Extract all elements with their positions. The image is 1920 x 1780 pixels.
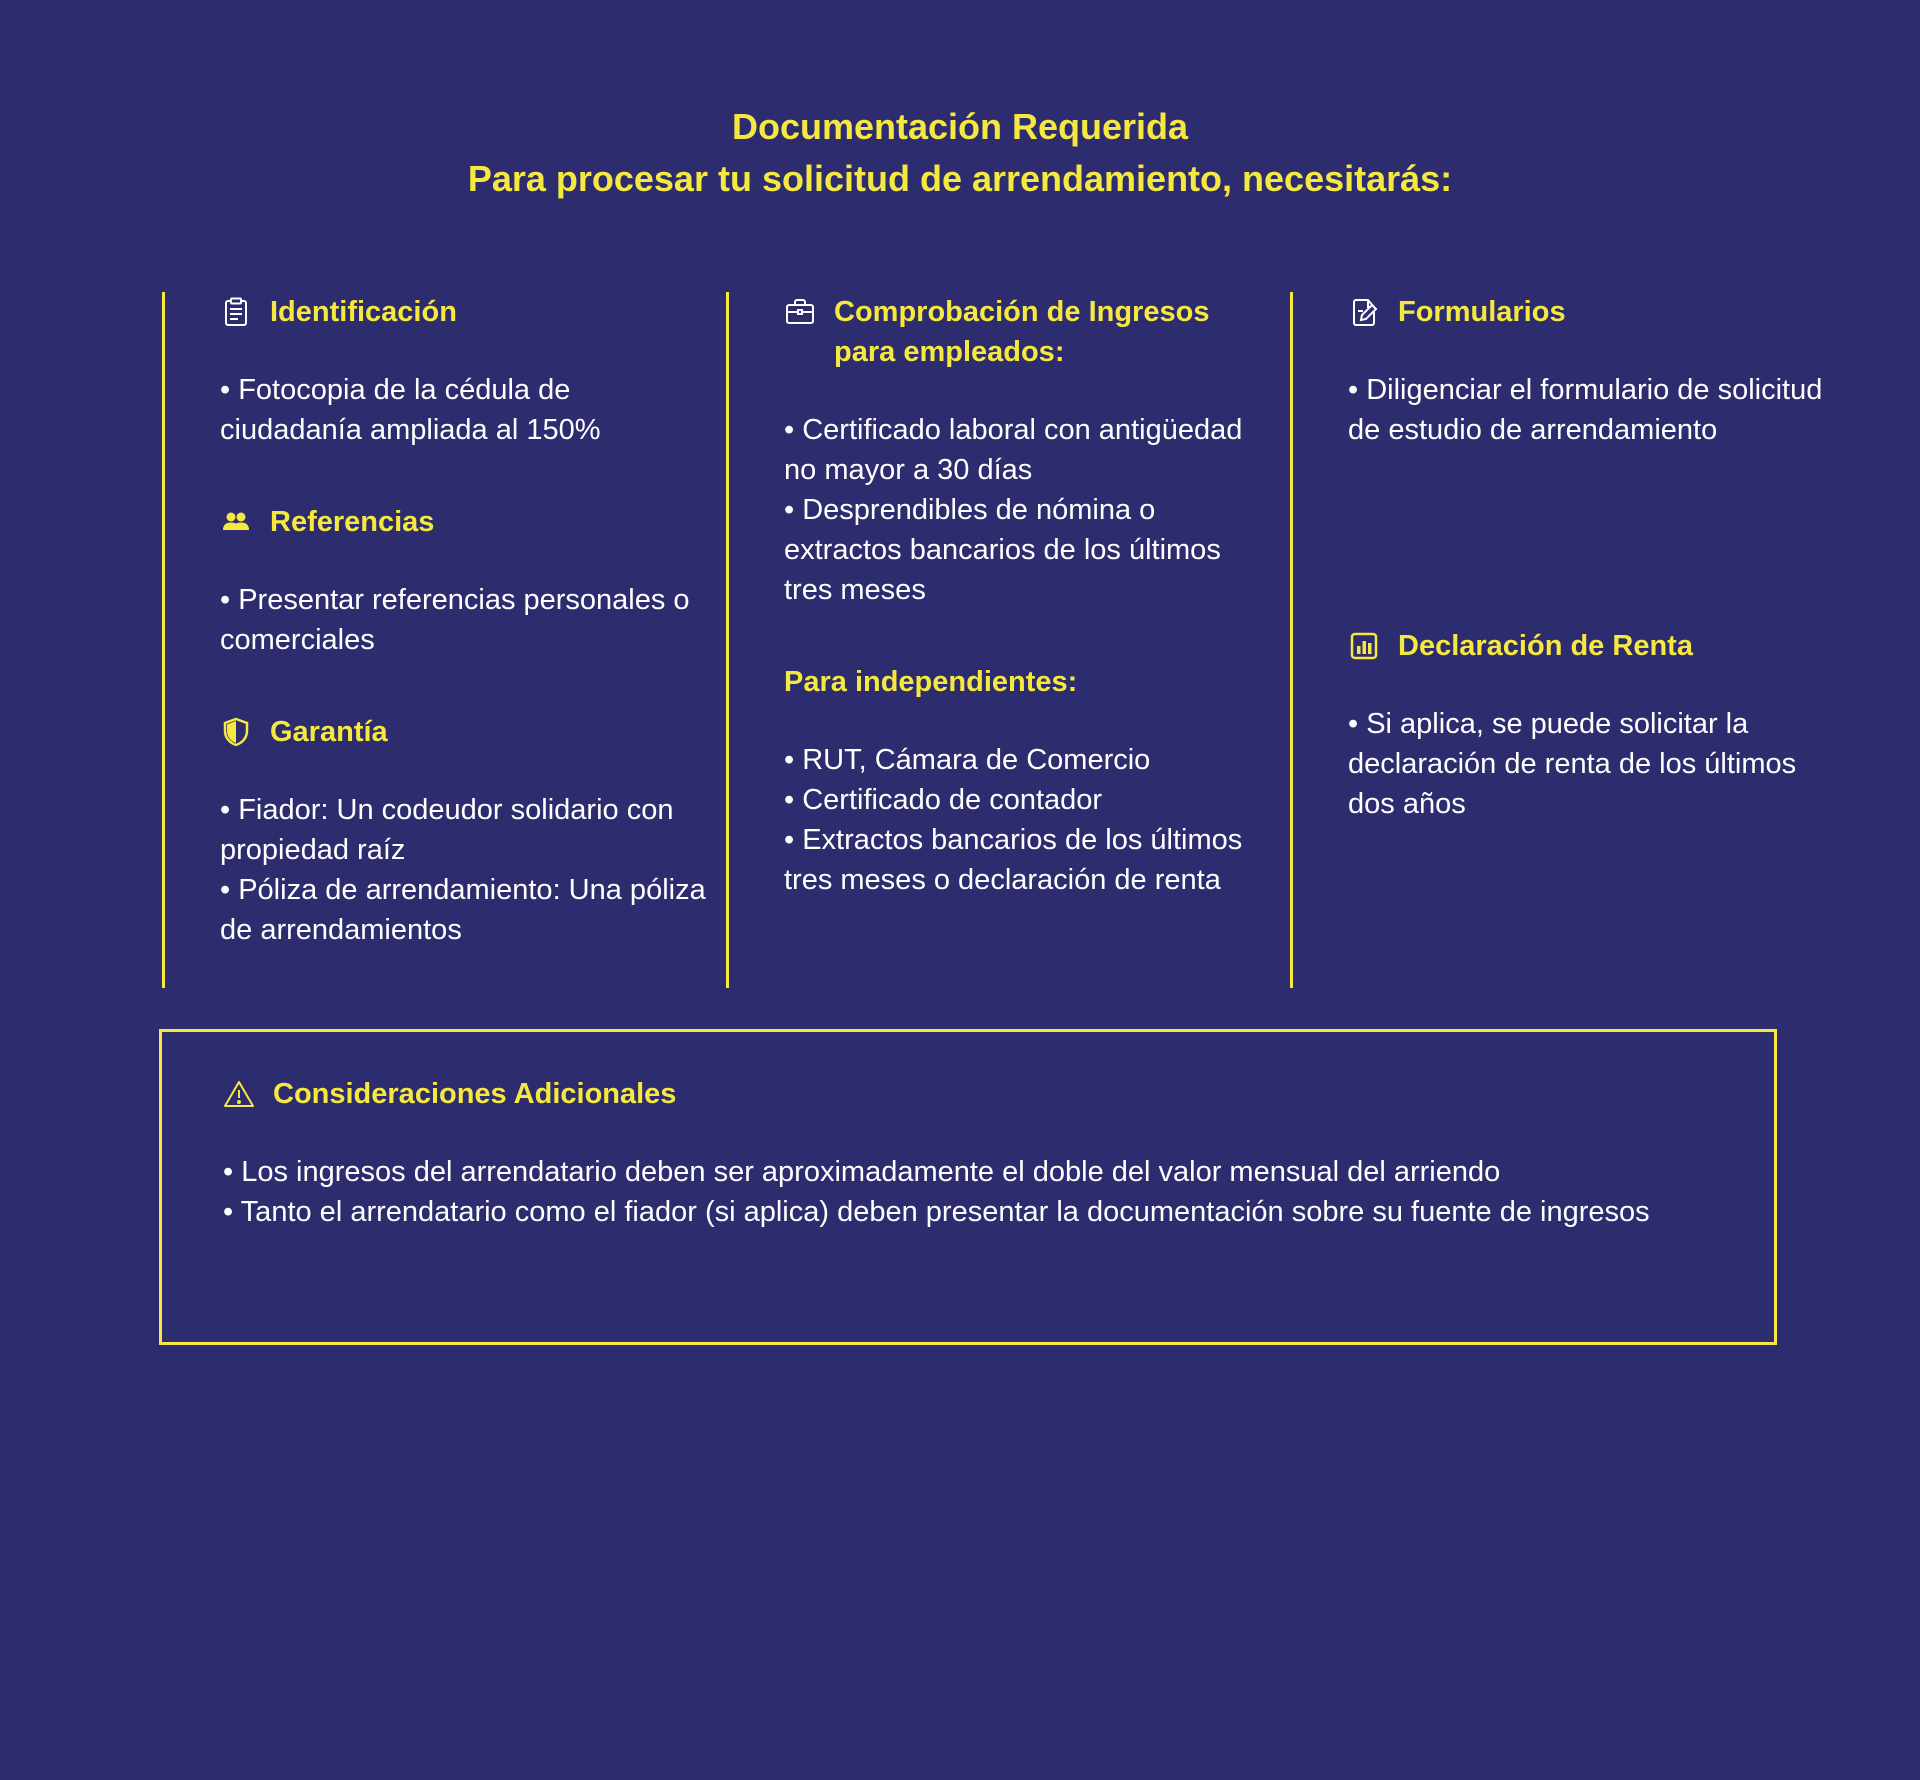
section-formularios xyxy=(1348,292,1840,450)
section-garantia xyxy=(220,712,712,950)
list-item: • RUT, Cámara de Comercio xyxy=(784,744,1151,776)
list-item: • Los ingresos del arrendatario deben ser aproximadamente el doble del valor mensual del arriendo xyxy=(223,1156,1501,1188)
section-bullets xyxy=(784,410,1276,610)
section-title: Formularios xyxy=(1398,296,1566,328)
list-item: • Diligenciar el formulario de solicitud de estudio de arrendamiento xyxy=(1348,374,1823,446)
list-item: • Si aplica, se puede solicitar la declaración de renta de los últimos dos años xyxy=(1348,708,1797,820)
list-item: • Certificado de contador xyxy=(784,784,1103,816)
section-title: Para independientes: xyxy=(784,666,1078,698)
section-title: Comprobación de Ingresos para empleados: xyxy=(834,296,1210,368)
page-header xyxy=(0,101,1920,205)
section-title: Identificación xyxy=(270,296,457,328)
people-icon xyxy=(220,506,252,538)
section-bullets xyxy=(220,370,712,450)
list-item: • Fotocopia de la cédula de ciudadanía ampliada al 150% xyxy=(220,374,601,446)
clipboard-icon xyxy=(220,296,252,328)
warning-icon xyxy=(223,1078,255,1110)
bar-chart-icon xyxy=(1348,630,1380,662)
briefcase-icon xyxy=(784,296,816,328)
section-title: Garantía xyxy=(270,716,388,748)
section-bullets xyxy=(1348,370,1840,450)
page-title: Documentación Requerida xyxy=(731,106,1189,147)
column-formularios xyxy=(1290,292,1850,988)
consideraciones-box xyxy=(159,1029,1777,1345)
section-bullets xyxy=(220,580,712,660)
list-item: • Fiador: Un codeudor solidario con propiedad raíz xyxy=(220,794,674,866)
shield-icon xyxy=(220,716,252,748)
section-identificacion xyxy=(220,292,712,450)
list-item: • Certificado laboral con antigüedad no mayor a 30 días xyxy=(784,414,1243,486)
list-item: • Póliza de arrendamiento: Una póliza de arrendamientos xyxy=(220,874,706,946)
list-item: • Tanto el arrendatario como el fiador (si aplica) deben presentar la documentación sobre su fuente de ingresos xyxy=(223,1196,1650,1228)
section-bullets xyxy=(784,740,1276,900)
list-item: • Presentar referencias personales o comerciales xyxy=(220,584,690,656)
list-item: • Desprendibles de nómina o extractos bancarios de los últimos tres meses xyxy=(784,494,1221,606)
section-independientes xyxy=(784,662,1276,900)
section-referencias xyxy=(220,502,712,660)
section-renta xyxy=(1348,626,1840,824)
column-ingresos xyxy=(726,292,1286,988)
section-bullets xyxy=(223,1152,1724,1232)
section-bullets xyxy=(1348,704,1840,824)
section-title: Referencias xyxy=(270,506,435,538)
edit-document-icon xyxy=(1348,296,1380,328)
section-ingresos xyxy=(784,292,1276,610)
section-title: Declaración de Renta xyxy=(1398,630,1693,662)
section-title: Consideraciones Adicionales xyxy=(273,1078,677,1110)
page-subtitle: Para procesar tu solicitud de arrendamiento, necesitarás: xyxy=(467,158,1453,199)
column-personal xyxy=(162,292,722,988)
list-item: • Extractos bancarios de los últimos tres meses o declaración de renta xyxy=(784,824,1243,896)
section-bullets xyxy=(220,790,712,950)
